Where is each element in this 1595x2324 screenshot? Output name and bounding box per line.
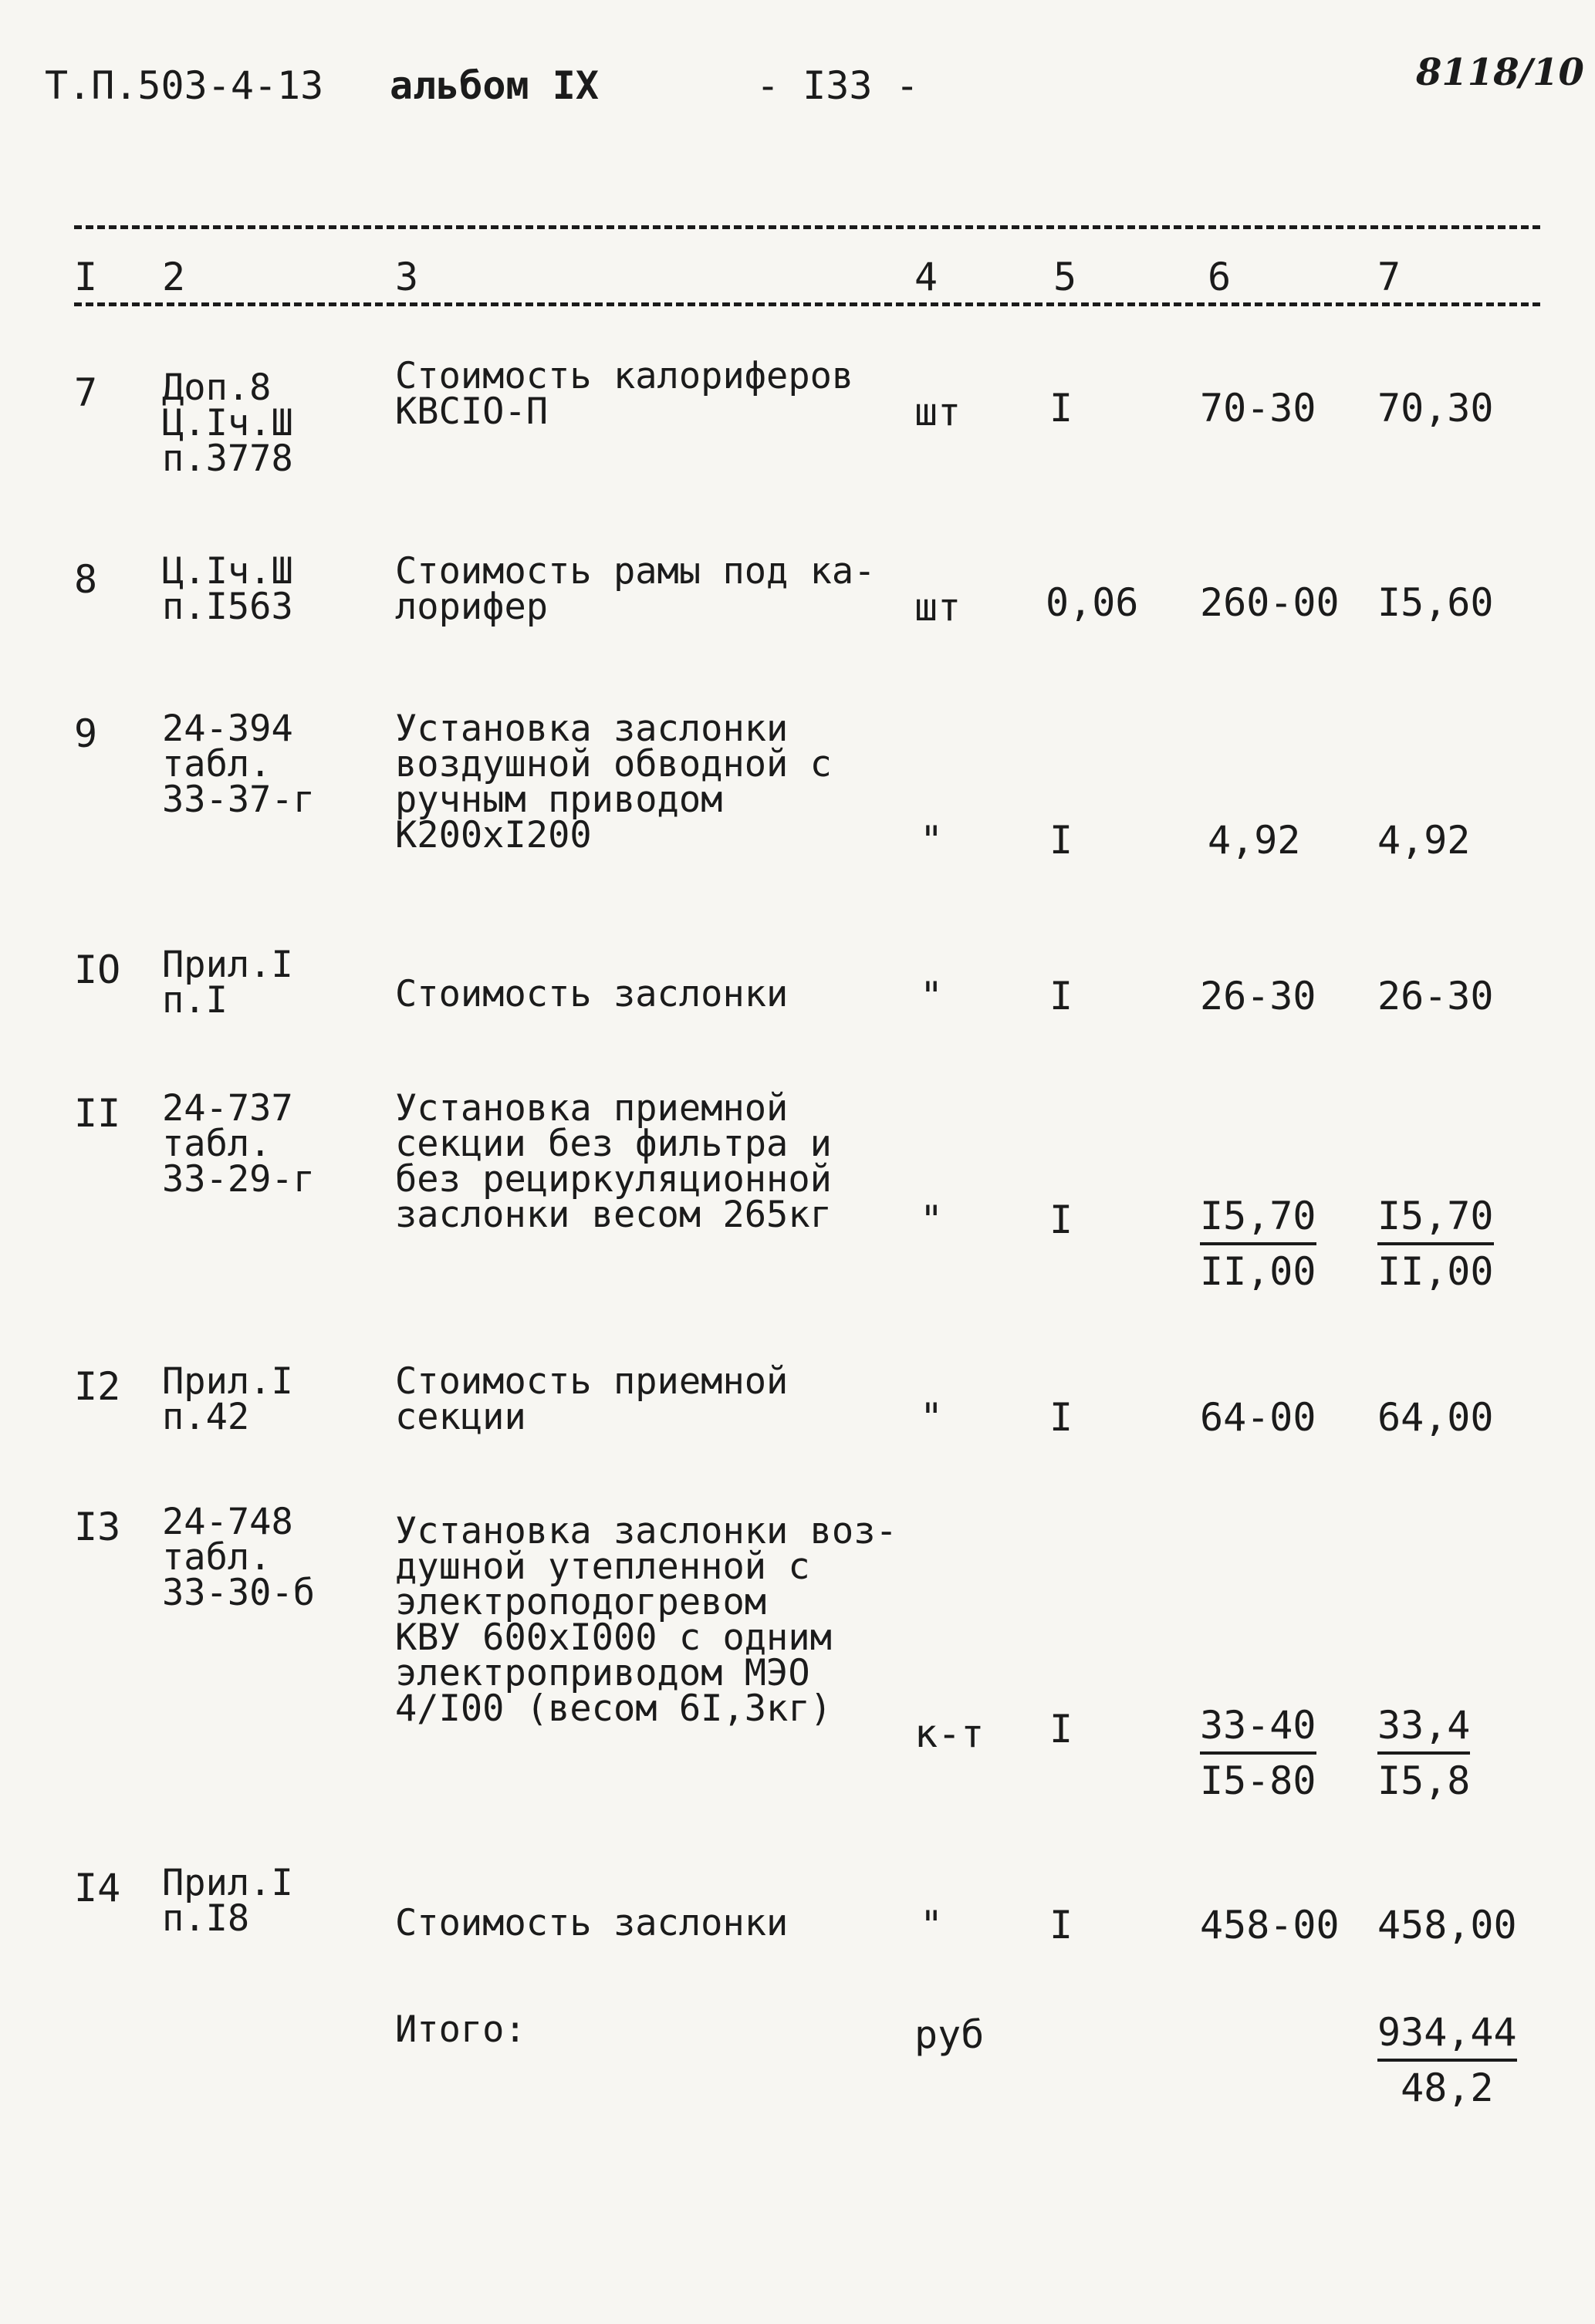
column-number-1: I: [74, 255, 98, 299]
total-denominator: I5,8: [1377, 1758, 1471, 1803]
row-total: 4,92: [1377, 818, 1471, 863]
summary-total-denominator: 48,2: [1401, 2066, 1494, 2110]
row-total: 458,00: [1377, 1903, 1517, 1947]
row-quantity: I: [1049, 386, 1073, 431]
row-number: I3: [74, 1505, 121, 1549]
row-unit-price: 64-00: [1200, 1395, 1316, 1440]
row-quantity: I: [1049, 1903, 1073, 1947]
row-description: Стоимость заслонки: [395, 973, 789, 1015]
header-rule-top: [74, 225, 1540, 229]
row-quantity: I: [1049, 974, 1073, 1018]
doc-code: Т.П.503-4-13: [45, 63, 324, 108]
row-quantity: I: [1049, 818, 1073, 863]
row-unit-price: 26-30: [1200, 974, 1316, 1018]
summary-total-fraction: [1377, 2009, 1517, 2111]
album-label: альбом IX: [390, 63, 599, 108]
price-denominator: II,00: [1200, 1249, 1316, 1294]
row-unit: ": [920, 818, 944, 863]
summary-unit: руб: [914, 2012, 985, 2057]
row-unit-price: 458-00: [1200, 1903, 1340, 1947]
row-number: II: [74, 1091, 121, 1136]
row-reference: Ц.Iч.Ш п.I563: [162, 550, 293, 628]
total-numerator: 33,4: [1377, 1702, 1470, 1755]
row-unit-price-fraction: [1200, 1702, 1316, 1804]
header-rule-bottom: [74, 302, 1540, 306]
row-unit: ": [920, 1395, 944, 1440]
row-unit-price: 260-00: [1200, 580, 1340, 625]
summary-total-numerator: 934,44: [1377, 2009, 1517, 2062]
row-total: 64,00: [1377, 1395, 1494, 1440]
column-number-2: 2: [162, 255, 186, 299]
row-total-fraction: [1377, 1193, 1494, 1295]
row-reference: 24-394 табл. 33-37-г: [162, 708, 316, 821]
row-number: 7: [74, 370, 98, 415]
column-number-7: 7: [1377, 255, 1401, 299]
sheet-stamp: 8118/10: [1416, 51, 1584, 94]
row-total-fraction: [1377, 1702, 1470, 1804]
total-numerator: I5,70: [1377, 1193, 1494, 1245]
row-total: 26-30: [1377, 974, 1494, 1018]
row-total: I5,60: [1377, 580, 1494, 625]
price-denominator: I5-80: [1200, 1758, 1316, 1803]
row-number: I4: [74, 1866, 121, 1910]
row-number: I2: [74, 1364, 121, 1409]
row-reference: Прил.I п.42: [162, 1360, 293, 1438]
price-numerator: I5,70: [1200, 1193, 1316, 1245]
row-description: Стоимость калориферов КВСIО-П: [395, 355, 854, 433]
row-description: Установка приемной секции без фильтра и без рециркуляционной заслонки весом 265кг: [395, 1087, 832, 1236]
row-total: 70,30: [1377, 386, 1494, 431]
row-description: Стоимость рамы под ка- лорифер: [395, 550, 876, 628]
row-unit: ": [920, 1903, 944, 1947]
row-reference: 24-748 табл. 33-30-б: [162, 1501, 316, 1614]
row-number: IO: [74, 948, 121, 992]
row-number: 9: [74, 711, 98, 756]
row-number: 8: [74, 557, 98, 602]
page-number: - I33 -: [756, 63, 919, 108]
row-unit: шт: [914, 585, 961, 630]
row-reference: Прил.I п.I8: [162, 1862, 293, 1940]
row-quantity: I: [1049, 1197, 1073, 1242]
row-unit-price-fraction: [1200, 1193, 1316, 1295]
column-number-6: 6: [1208, 255, 1232, 299]
row-unit: ": [920, 974, 944, 1018]
row-description: Установка заслонки воз- душной утепленной с электроподогревом КВУ 600хI000 с одним электроприводом МЭО 4/I00 (весом 6I,3кг): [395, 1510, 897, 1730]
column-number-4: 4: [914, 255, 938, 299]
price-numerator: 33-40: [1200, 1702, 1316, 1755]
row-unit: к-т: [914, 1711, 985, 1756]
row-unit: шт: [914, 390, 961, 434]
total-denominator: II,00: [1377, 1249, 1494, 1294]
row-unit: ": [920, 1197, 944, 1242]
row-description: Установка заслонки воздушной обводной с ручным приводом К200хI200: [395, 708, 832, 856]
row-unit-price: 4,92: [1208, 818, 1301, 863]
row-reference: 24-737 табл. 33-29-г: [162, 1087, 316, 1201]
row-quantity: 0,06: [1046, 580, 1139, 625]
row-description: Стоимость приемной секции: [395, 1360, 789, 1438]
row-quantity: I: [1049, 1395, 1073, 1440]
column-number-3: 3: [395, 255, 419, 299]
row-quantity: I: [1049, 1707, 1073, 1751]
row-reference: Доп.8 Ц.Iч.Ш п.3778: [162, 367, 293, 480]
column-number-5: 5: [1053, 255, 1077, 299]
summary-label: Итого:: [395, 2008, 526, 2051]
row-description: Стоимость заслонки: [395, 1902, 789, 1944]
row-unit-price: 70-30: [1200, 386, 1316, 431]
row-reference: Прил.I п.I: [162, 944, 293, 1022]
